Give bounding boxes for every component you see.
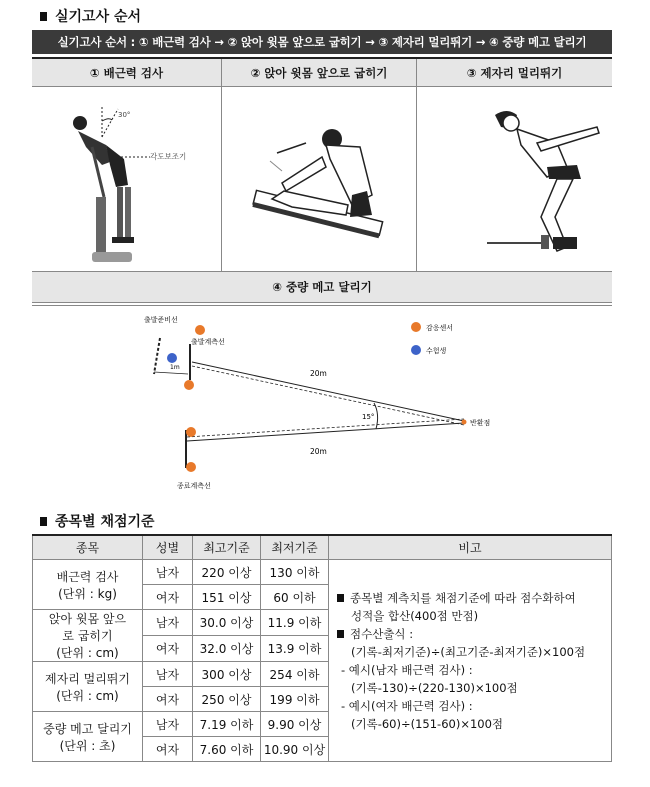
note-line: 종목별 계측치를 채점기준에 따라 점수화하여: [350, 590, 576, 605]
event-name: 제자리 멀리뛰기: [45, 671, 130, 686]
start-prep-line-label: 출발준비선: [144, 316, 178, 324]
note-line: - 예시(여자 배근력 검사) :: [341, 698, 473, 713]
gap-label: 1m: [170, 364, 180, 371]
min-cell: 130 이하: [261, 560, 329, 585]
min-cell: 199 이하: [261, 687, 329, 712]
exam-order-banner: 실기고사 순서 : ① 배근력 검사 → ② 앉아 윗몸 앞으로 굽히기 → ③ 제자리 멀리뛰기 → ④ 중량 메고 달리기: [32, 30, 612, 54]
test-header-2: ② 앉아 윗몸 앞으로 굽히기: [222, 59, 416, 87]
section-title-exam-order: [40, 6, 141, 26]
bullet-square-icon: [337, 630, 344, 638]
table-row: [33, 560, 612, 585]
weighted-run-course-diagram: [32, 302, 612, 514]
gender-cell: 여자: [143, 737, 193, 762]
event-cell: [33, 712, 143, 762]
back-strength-figure: [32, 87, 221, 271]
bottom-distance-label: 20m: [310, 447, 327, 456]
gender-cell: 남자: [143, 610, 193, 636]
note-line: (기록-60)÷(151-60)×100점: [351, 716, 504, 731]
max-cell: 220 이상: [193, 560, 261, 585]
bullet-square-icon: [40, 517, 47, 526]
examinee-legend-label: 수험생: [426, 347, 447, 355]
event-unit: (단위 : 초): [59, 738, 116, 753]
header-event: 종목: [33, 535, 143, 560]
bullet-square-icon: [337, 594, 344, 602]
gender-cell: 남자: [143, 662, 193, 687]
event-cell: [33, 662, 143, 712]
test-header-1: ① 배근력 검사: [32, 59, 221, 87]
max-cell: 7.19 이하: [193, 712, 261, 737]
max-cell: 250 이상: [193, 687, 261, 712]
max-cell: 300 이상: [193, 662, 261, 687]
start-line-label: 출발계측선: [191, 338, 225, 346]
note-line: 성적을 합산(400점 만점): [351, 608, 479, 623]
turn-point-label: 반환점: [470, 419, 491, 427]
sensor-legend-icon: [411, 322, 421, 332]
max-cell: 30.0 이상: [193, 610, 261, 636]
header-max: 최고기준: [193, 535, 261, 560]
min-cell: 10.90 이상: [261, 737, 329, 762]
max-cell: 151 이상: [193, 585, 261, 610]
section-title-scoring: [40, 511, 155, 531]
event-cell: [33, 560, 143, 610]
section-title-text: 실기고사 순서: [55, 9, 142, 25]
end-line-label: 종료계측선: [177, 482, 211, 490]
min-cell: 11.9 이하: [261, 610, 329, 636]
top-distance-label: 20m: [310, 369, 327, 378]
test-illustration-table: [32, 57, 612, 306]
gender-cell: 여자: [143, 636, 193, 662]
angle-label: 30°: [118, 111, 131, 119]
header-note: 비고: [329, 535, 612, 560]
sit-and-reach-figure: [222, 87, 416, 271]
angle-label: 15°: [362, 413, 375, 421]
event-name: 앉아 윗몸 앞으로 굽히기: [48, 612, 127, 643]
min-cell: 254 이하: [261, 662, 329, 687]
header-min: 최저기준: [261, 535, 329, 560]
event-name: 배근력 검사: [56, 569, 119, 584]
examinee-legend-icon: [411, 345, 421, 355]
event-cell: [33, 610, 143, 662]
gender-cell: 여자: [143, 687, 193, 712]
event-unit: (단위 : kg): [58, 586, 117, 601]
max-cell: 32.0 이상: [193, 636, 261, 662]
scoring-criteria-table: [32, 534, 612, 762]
gender-cell: 남자: [143, 712, 193, 737]
note-cell: [329, 560, 612, 762]
gender-cell: 여자: [143, 585, 193, 610]
note-line: - 예시(남자 배근력 검사) :: [341, 662, 473, 677]
max-cell: 7.60 이하: [193, 737, 261, 762]
min-cell: 9.90 이상: [261, 712, 329, 737]
min-cell: 60 이하: [261, 585, 329, 610]
header-gender: 성별: [143, 535, 193, 560]
sensor-legend-label: 감응센서: [426, 324, 454, 332]
min-cell: 13.9 이하: [261, 636, 329, 662]
note-line: 점수산출식 :: [350, 626, 414, 641]
device-label: 각도보조기: [150, 152, 187, 161]
test-header-4: ④ 중량 메고 달리기: [32, 271, 612, 303]
note-line: (기록-130)÷(220-130)×100점: [351, 680, 518, 695]
section-title-text: 종목별 채점기준: [55, 514, 155, 530]
note-line: (기록-최저기준)÷(최고기준-최저기준)×100점: [351, 644, 586, 659]
bullet-square-icon: [40, 12, 47, 21]
standing-long-jump-figure: [417, 87, 612, 271]
event-unit: (단위 : cm): [56, 688, 119, 703]
gender-cell: 남자: [143, 560, 193, 585]
event-name: 중량 메고 달리기: [43, 721, 132, 736]
event-unit: (단위 : cm): [56, 646, 119, 660]
test-header-3: ③ 제자리 멀리뛰기: [417, 59, 612, 87]
